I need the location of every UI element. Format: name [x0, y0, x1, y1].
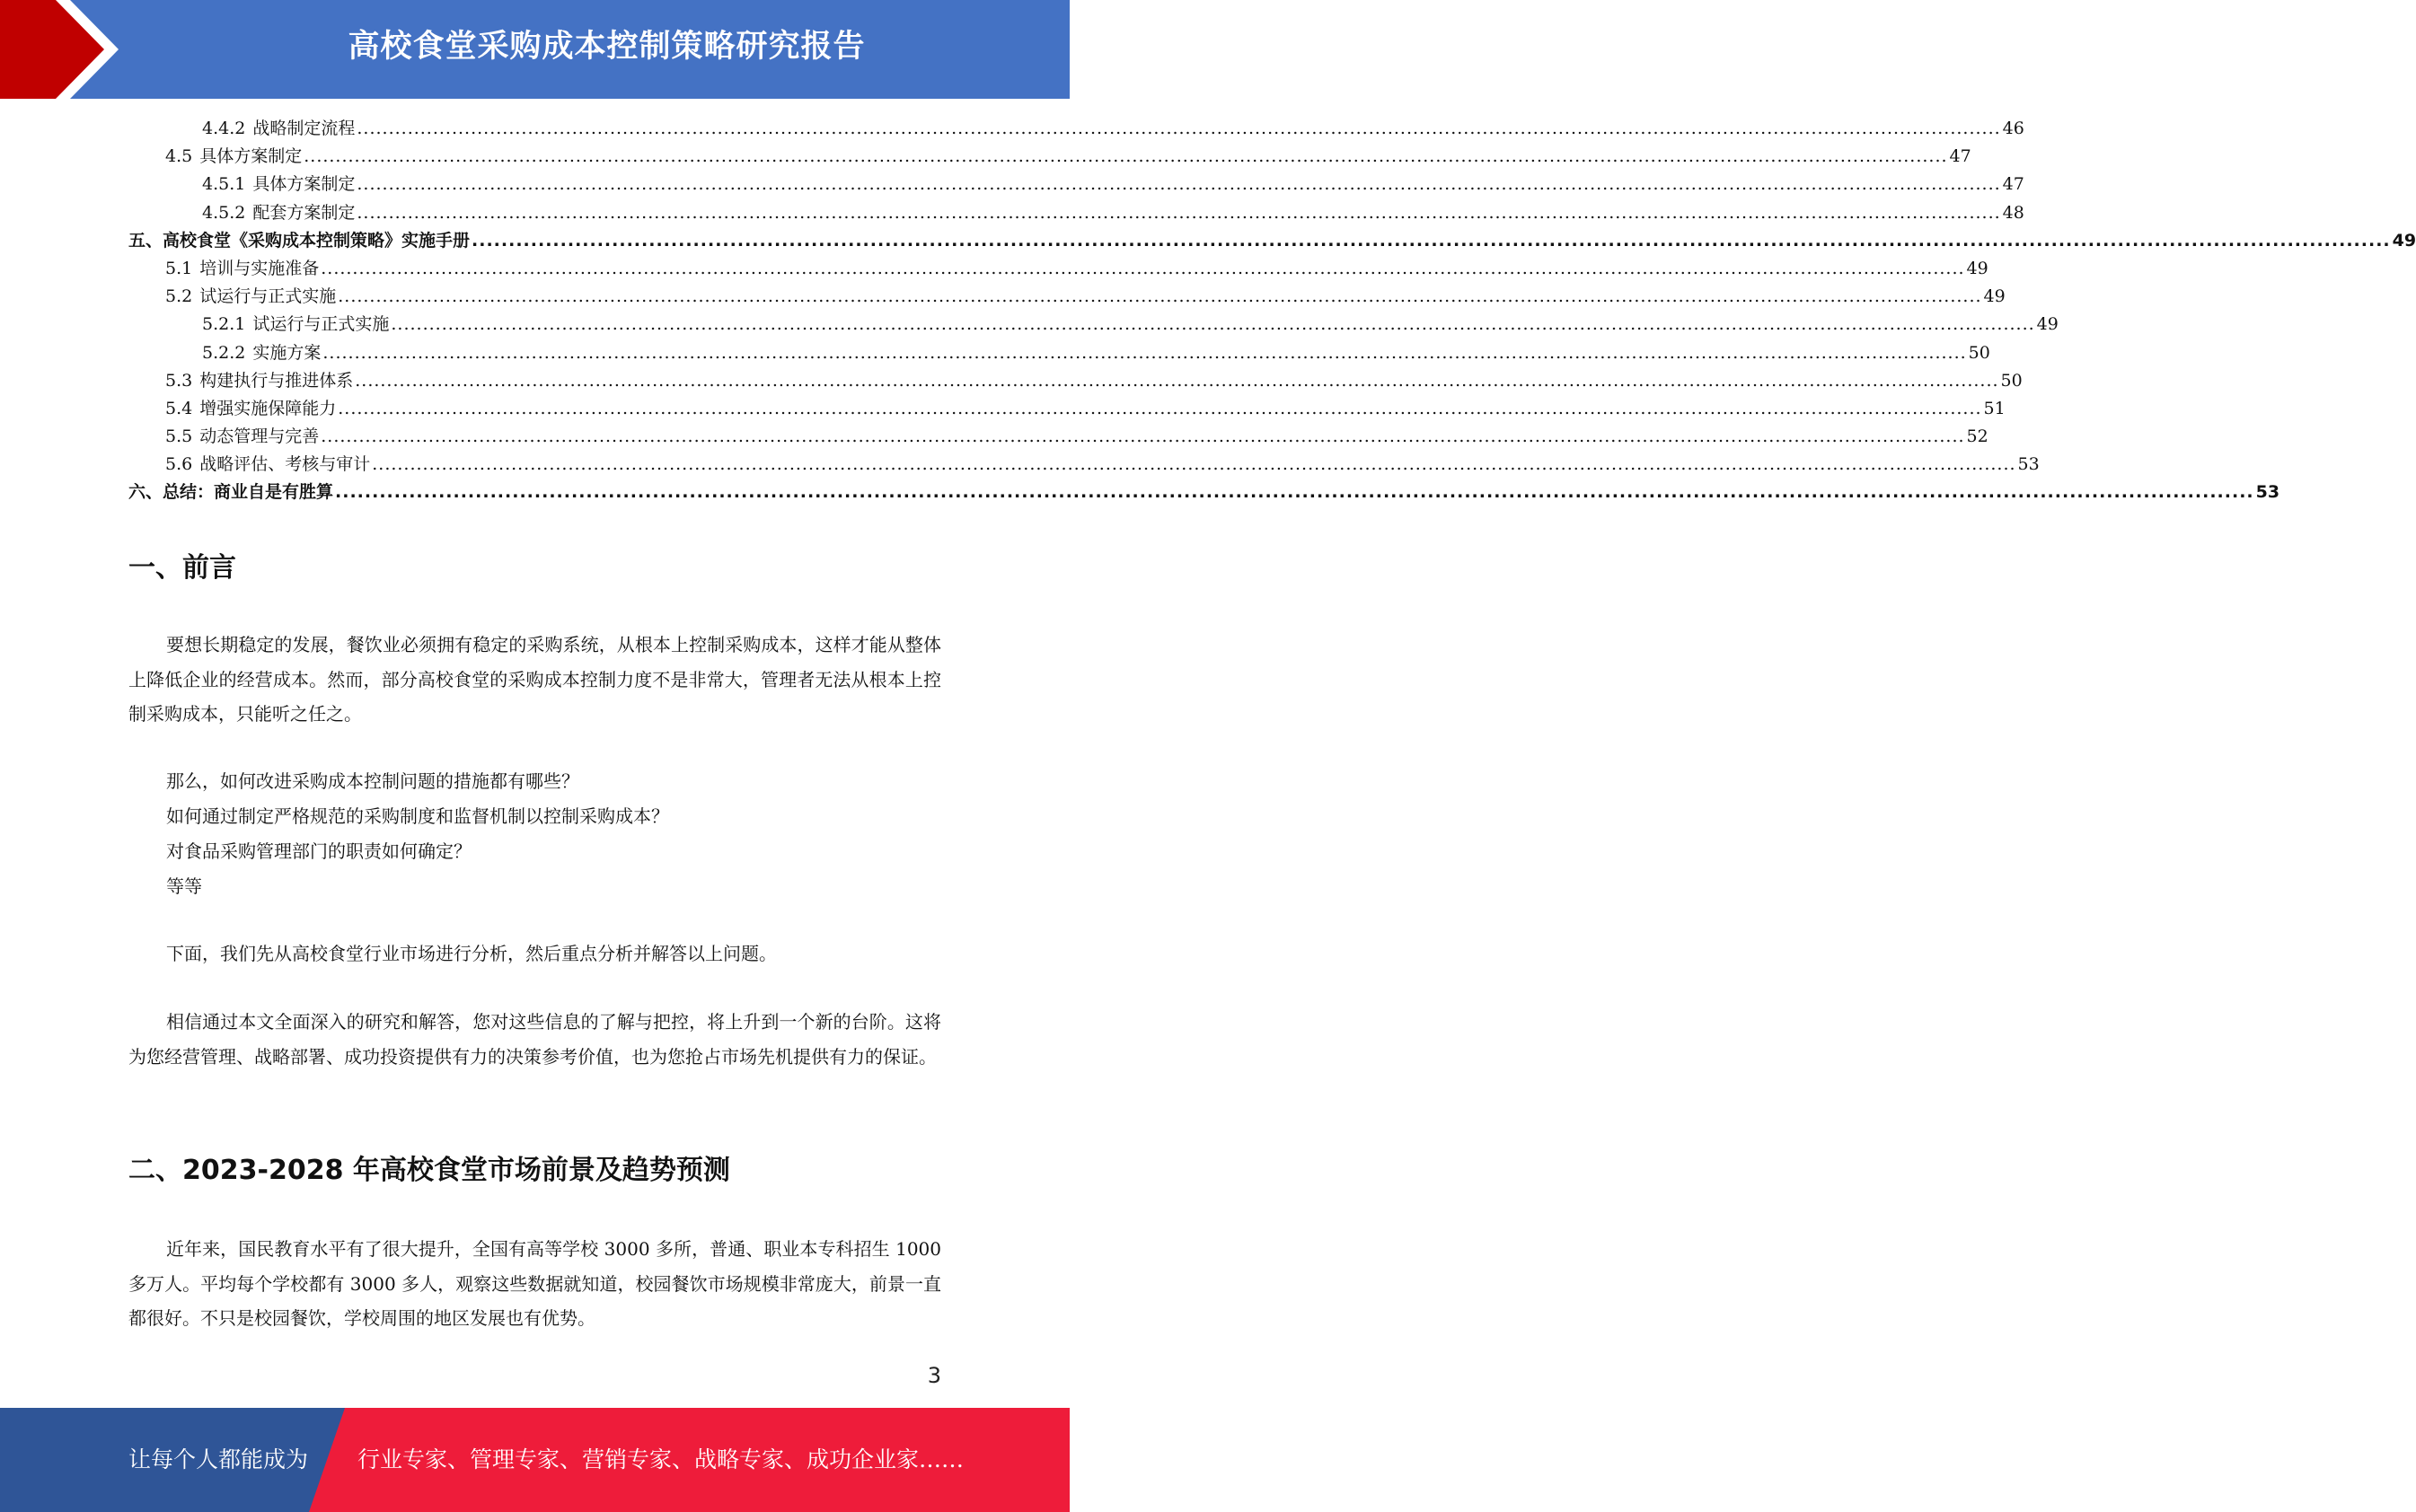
toc-entry[interactable]	[128, 395, 2006, 423]
toc-entry-title: 动态管理与完善	[199, 426, 320, 447]
toc-entry-title: 试运行与正式实施	[252, 314, 390, 335]
toc-entry-title: 战略评估、考核与审计	[199, 454, 371, 475]
toc-entry-title: 具体方案制定	[199, 146, 303, 167]
question-line-3: 对食品采购管理部门的职责如何确定？	[166, 840, 472, 862]
toc-entry-title: 具体方案制定	[252, 174, 356, 195]
question-line-2: 如何通过制定严格规范的采购制度和监督机制以控制采购成本？	[166, 805, 669, 827]
question-line-1: 那么，如何改进采购成本控制问题的措施都有哪些？	[166, 770, 579, 792]
toc-entry-number: 5.2.1	[202, 314, 246, 335]
toc-entry-page: 48	[2002, 202, 2024, 223]
toc-entry-page: 46	[2002, 119, 2024, 138]
toc-entry-page: 49	[2036, 314, 2059, 335]
toc-entry-page: 52	[1966, 426, 1988, 447]
page-number: 3	[927, 1363, 941, 1388]
toc-entry-page: 49	[1966, 258, 1988, 278]
toc-entry-page: 50	[1968, 342, 1990, 363]
header-arrow-decoration	[0, 0, 144, 99]
footer-slogan-right: 行业专家、管理专家、营销专家、战略专家、成功企业家……	[357, 1446, 965, 1472]
section-heading-preface: 一、前言	[128, 552, 236, 584]
toc-entry-title: 配套方案制定	[252, 202, 356, 223]
page-footer	[0, 1408, 1070, 1512]
toc-entry-page: 53	[2017, 454, 2040, 475]
toc-entry[interactable]	[128, 311, 2059, 338]
preface-paragraph-2: 下面，我们先从高校食堂行业市场进行分析，然后重点分析并解答以上问题。	[166, 943, 777, 964]
toc-entry-number: 4.5.1	[202, 174, 246, 195]
toc-dot-leader: ....................................................................................................................................................................................................................................................................	[338, 286, 1982, 307]
section-heading-market-outlook: 二、2023-2028 年高校食堂市场前景及趋势预测	[128, 1155, 730, 1186]
toc-entry-title: 培训与实施准备	[199, 258, 320, 278]
toc-entry[interactable]	[128, 367, 2023, 395]
toc-entry-title: 战略制定流程	[252, 119, 356, 138]
toc-dot-leader: ....................................................................................................................................................................................................................................................................	[357, 202, 2001, 223]
toc-entry-page: 47	[1949, 146, 1971, 167]
toc-entry-number: 4.5	[165, 146, 193, 167]
toc-dot-leader: ....................................................................................................................................................................................................................................................................	[304, 146, 1948, 167]
toc-dot-leader: ....................................................................................................................................................................................................................................................................	[472, 230, 2391, 251]
toc-entry[interactable]	[128, 115, 2024, 143]
question-line-4: 等等	[166, 875, 202, 897]
toc-entry-number: 5.1	[165, 258, 193, 278]
toc-entry[interactable]	[128, 451, 2040, 479]
toc-entry[interactable]	[128, 143, 1971, 171]
footer-slogan-left: 让每个人都能成为	[128, 1446, 309, 1472]
toc-entry-title: 五、高校食堂《采购成本控制策略》实施手册	[128, 230, 471, 251]
toc-dot-leader: ....................................................................................................................................................................................................................................................................	[322, 342, 1967, 363]
toc-entry-number: 5.2	[165, 286, 193, 307]
page-header	[0, 0, 1070, 99]
toc-entry-page: 53	[2255, 482, 2280, 503]
toc-dot-leader: ....................................................................................................................................................................................................................................................................	[321, 258, 1965, 278]
toc-dot-leader: ....................................................................................................................................................................................................................................................................	[355, 370, 1999, 391]
toc-entry[interactable]	[128, 339, 1990, 367]
toc-dot-leader: ....................................................................................................................................................................................................................................................................	[357, 174, 2001, 195]
toc-entry-page: 51	[1983, 398, 2006, 418]
toc-entry[interactable]	[128, 479, 2280, 506]
toc-entry-page: 49	[2392, 230, 2416, 251]
toc-entry-title: 构建执行与推进体系	[199, 370, 354, 391]
toc-dot-leader: ....................................................................................................................................................................................................................................................................	[321, 426, 1965, 447]
toc-entry[interactable]	[128, 255, 1988, 283]
toc-dot-leader: ....................................................................................................................................................................................................................................................................	[391, 314, 2035, 335]
toc-entry-title: 六、总结：商业自是有胜算	[128, 482, 334, 503]
toc-dot-leader: ....................................................................................................................................................................................................................................................................	[338, 398, 1982, 418]
toc-entry-number: 5.6	[165, 454, 193, 475]
preface-paragraph-3: 相信通过本文全面深入的研究和解答，您对这些信息的了解与把控，将上升到一个新的台阶。这将为您经营管理、战略部署、成功投资提供有力的决策参考价值，也为您抢占市场先机提供有力的保证。	[128, 1011, 941, 1068]
table-of-contents	[128, 115, 2416, 507]
toc-entry-number: 4.5.2	[202, 202, 246, 223]
market-paragraph-1: 近年来，国民教育水平有了很大提升，全国有高等学校 3000 多所，普通、职业本专科招生 1000 多万人。平均每个学校都有 3000 多人，观察这些数据就知道，校园餐饮市场规模非常庞大，前景一直都很好。不只是校园餐饮，学校周围的地区发展也有优势。	[128, 1238, 941, 1329]
toc-dot-leader: ....................................................................................................................................................................................................................................................................	[372, 454, 2016, 475]
toc-entry[interactable]	[128, 423, 1988, 451]
toc-dot-leader: ....................................................................................................................................................................................................................................................................	[335, 482, 2254, 503]
toc-entry[interactable]	[128, 227, 2416, 255]
report-title: 高校食堂采购成本控制策略研究报告	[348, 29, 866, 65]
toc-entry-number: 5.2.2	[202, 342, 246, 363]
toc-entry-number: 5.4	[165, 398, 193, 418]
toc-entry-number: 5.5	[165, 426, 193, 447]
toc-entry-number: 4.4.2	[202, 119, 246, 138]
preface-paragraph-1: 要想长期稳定的发展，餐饮业必须拥有稳定的采购系统，从根本上控制采购成本，这样才能从整体上降低企业的经营成本。然而，部分高校食堂的采购成本控制力度不是非常大，管理者无法从根本上控制采购成本，只能听之任之。	[128, 634, 941, 725]
toc-entry[interactable]	[128, 199, 2024, 227]
toc-entry[interactable]	[128, 171, 2024, 198]
toc-dot-leader: ....................................................................................................................................................................................................................................................................	[357, 119, 2001, 138]
toc-entry-page: 49	[1983, 286, 2006, 307]
toc-entry[interactable]	[128, 283, 2006, 311]
toc-entry-page: 50	[2000, 370, 2023, 391]
toc-entry-title: 实施方案	[252, 342, 322, 363]
toc-entry-number: 5.3	[165, 370, 193, 391]
toc-entry-title: 增强实施保障能力	[199, 398, 337, 418]
toc-entry-title: 试运行与正式实施	[199, 286, 337, 307]
toc-entry-page: 47	[2002, 174, 2024, 195]
